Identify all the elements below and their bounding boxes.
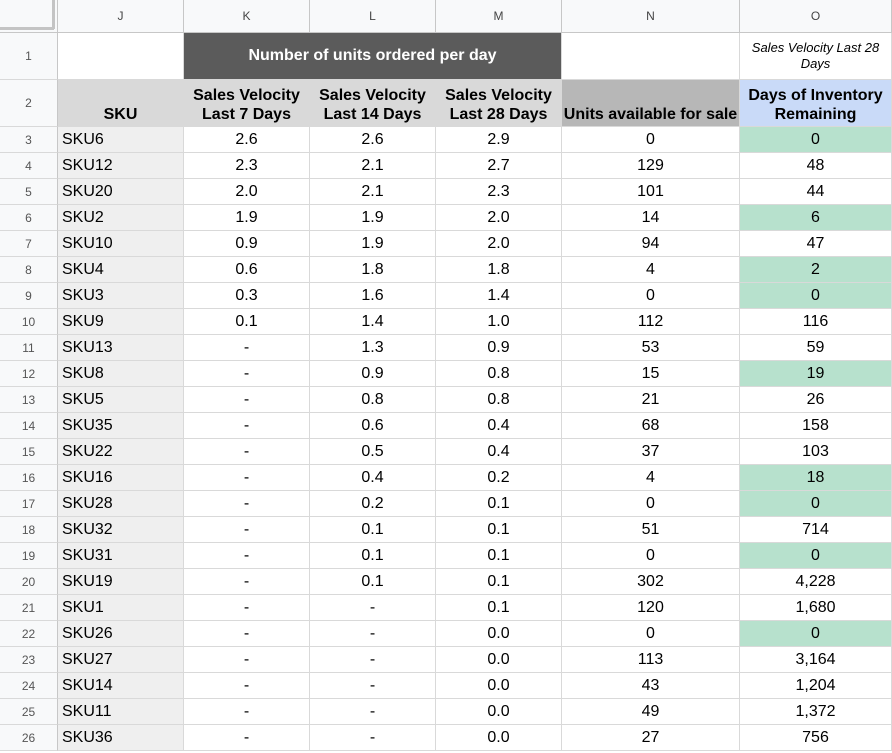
row-number[interactable]: 19 (0, 543, 58, 569)
days-inventory-cell[interactable]: 0 (740, 127, 892, 153)
units-available-cell[interactable]: 51 (562, 517, 740, 543)
sku-cell[interactable]: SKU3 (58, 283, 184, 309)
table-row (0, 725, 892, 751)
sku-cell[interactable]: SKU14 (58, 673, 184, 699)
velocity-7-cell[interactable]: - (184, 595, 310, 621)
velocity-7-cell[interactable]: - (184, 569, 310, 595)
sku-cell[interactable]: SKU6 (58, 127, 184, 153)
sku-cell[interactable]: SKU32 (58, 517, 184, 543)
velocity-7-cell[interactable]: - (184, 673, 310, 699)
table-row (0, 361, 892, 387)
velocity-14-cell[interactable]: 1.3 (310, 335, 436, 361)
days-inventory-cell[interactable]: 1,680 (740, 595, 892, 621)
velocity-7-cell[interactable]: - (184, 517, 310, 543)
select-all-corner[interactable] (0, 0, 58, 33)
days-inventory-cell[interactable]: 714 (740, 517, 892, 543)
velocity-14-cell[interactable]: 2.6 (310, 127, 436, 153)
velocity-14-cell[interactable]: 0.5 (310, 439, 436, 465)
sku-cell[interactable]: SKU19 (58, 569, 184, 595)
table-row (0, 595, 892, 621)
header-row-1 (0, 33, 892, 80)
velocity-14-header[interactable]: Sales Velocity Last 14 Days (310, 80, 436, 127)
days-inventory-cell[interactable]: 6 (740, 205, 892, 231)
velocity-14-cell[interactable]: 2.1 (310, 153, 436, 179)
units-available-cell[interactable]: 21 (562, 387, 740, 413)
days-inventory-cell[interactable]: 18 (740, 465, 892, 491)
sku-cell[interactable]: SKU22 (58, 439, 184, 465)
velocity-14-cell[interactable]: 0.8 (310, 387, 436, 413)
velocity-28-cell[interactable]: 0.4 (436, 413, 562, 439)
sku-cell[interactable]: SKU10 (58, 231, 184, 257)
row-number[interactable]: 3 (0, 127, 58, 153)
velocity-14-cell[interactable]: 0.1 (310, 543, 436, 569)
velocity-14-cell[interactable]: 1.6 (310, 283, 436, 309)
sku-cell[interactable]: SKU13 (58, 335, 184, 361)
units-available-cell[interactable]: 49 (562, 699, 740, 725)
row-number[interactable]: 6 (0, 205, 58, 231)
velocity-7-cell[interactable]: 1.9 (184, 205, 310, 231)
velocity-14-cell[interactable]: 0.1 (310, 517, 436, 543)
row-number[interactable]: 23 (0, 647, 58, 673)
velocity-7-cell[interactable]: - (184, 621, 310, 647)
velocity-14-cell[interactable]: - (310, 647, 436, 673)
table-row (0, 465, 892, 491)
days-inventory-cell[interactable]: 103 (740, 439, 892, 465)
velocity-7-cell[interactable]: - (184, 335, 310, 361)
column-header-o[interactable]: O (740, 0, 892, 33)
units-available-cell[interactable]: 53 (562, 335, 740, 361)
table-row (0, 569, 892, 595)
row-number[interactable]: 5 (0, 179, 58, 205)
table-row (0, 517, 892, 543)
sku-cell[interactable]: SKU8 (58, 361, 184, 387)
units-available-cell[interactable]: 120 (562, 595, 740, 621)
units-available-cell[interactable]: 129 (562, 153, 740, 179)
velocity-7-cell[interactable]: - (184, 361, 310, 387)
row-number[interactable]: 4 (0, 153, 58, 179)
units-available-cell[interactable]: 14 (562, 205, 740, 231)
velocity-14-cell[interactable]: 2.1 (310, 179, 436, 205)
units-available-cell[interactable]: 302 (562, 569, 740, 595)
days-inventory-cell[interactable]: 2 (740, 257, 892, 283)
header-row-2 (0, 80, 892, 127)
velocity-7-cell[interactable]: 0.6 (184, 257, 310, 283)
table-row (0, 127, 892, 153)
table-row (0, 335, 892, 361)
table-row (0, 439, 892, 465)
velocity-28-cell[interactable]: 1.4 (436, 283, 562, 309)
row-number[interactable]: 18 (0, 517, 58, 543)
velocity-28-cell[interactable]: 0.1 (436, 517, 562, 543)
row-number[interactable]: 26 (0, 725, 58, 751)
velocity-14-cell[interactable]: - (310, 699, 436, 725)
velocity-7-cell[interactable]: - (184, 387, 310, 413)
row-number[interactable]: 25 (0, 699, 58, 725)
units-available-cell[interactable]: 43 (562, 673, 740, 699)
row-number[interactable]: 10 (0, 309, 58, 335)
velocity-28-cell[interactable]: 2.9 (436, 127, 562, 153)
days-inventory-cell[interactable]: 0 (740, 491, 892, 517)
column-header-bar (0, 0, 892, 33)
velocity-28-cell[interactable]: 0.1 (436, 595, 562, 621)
velocity-14-cell[interactable]: 1.9 (310, 231, 436, 257)
sku-cell[interactable]: SKU11 (58, 699, 184, 725)
row-number[interactable]: 22 (0, 621, 58, 647)
velocity-7-cell[interactable]: - (184, 465, 310, 491)
sku-cell[interactable]: SKU31 (58, 543, 184, 569)
velocity-28-cell[interactable]: 0.0 (436, 699, 562, 725)
velocity-14-cell[interactable]: 1.4 (310, 309, 436, 335)
units-available-header[interactable]: Units available for sale (562, 80, 740, 127)
velocity-28-cell[interactable]: 2.7 (436, 153, 562, 179)
velocity-28-cell[interactable]: 0.1 (436, 491, 562, 517)
velocity-7-cell[interactable]: - (184, 725, 310, 751)
velocity-28-cell[interactable]: 0.2 (436, 465, 562, 491)
velocity-28-cell[interactable]: 1.0 (436, 309, 562, 335)
units-available-cell[interactable]: 0 (562, 543, 740, 569)
sku-cell[interactable]: SKU12 (58, 153, 184, 179)
row-number[interactable]: 12 (0, 361, 58, 387)
sku-cell[interactable]: SKU16 (58, 465, 184, 491)
velocity-7-cell[interactable]: 0.1 (184, 309, 310, 335)
days-inventory-cell[interactable]: 116 (740, 309, 892, 335)
units-available-cell[interactable]: 15 (562, 361, 740, 387)
velocity-7-cell[interactable]: - (184, 647, 310, 673)
units-ordered-group-header[interactable]: Number of units ordered per day (184, 33, 562, 80)
velocity-28-cell[interactable]: 0.0 (436, 725, 562, 751)
days-inventory-cell[interactable]: 19 (740, 361, 892, 387)
units-available-cell[interactable]: 4 (562, 465, 740, 491)
table-row (0, 205, 892, 231)
velocity-7-cell[interactable]: 0.3 (184, 283, 310, 309)
velocity-7-header[interactable]: Sales Velocity Last 7 Days (184, 80, 310, 127)
units-available-cell[interactable]: 37 (562, 439, 740, 465)
days-inventory-cell[interactable]: 0 (740, 283, 892, 309)
table-row (0, 491, 892, 517)
velocity-28-cell[interactable]: 2.3 (436, 179, 562, 205)
row-number[interactable]: 20 (0, 569, 58, 595)
table-row (0, 413, 892, 439)
units-available-cell[interactable]: 0 (562, 491, 740, 517)
velocity-28-cell[interactable]: 1.8 (436, 257, 562, 283)
cell-j1[interactable] (58, 33, 184, 80)
days-inventory-cell[interactable]: 0 (740, 621, 892, 647)
row-number[interactable]: 9 (0, 283, 58, 309)
velocity-7-cell[interactable]: 2.0 (184, 179, 310, 205)
velocity-14-cell[interactable]: - (310, 725, 436, 751)
sku-cell[interactable]: SKU27 (58, 647, 184, 673)
velocity-7-cell[interactable]: - (184, 439, 310, 465)
table-row (0, 387, 892, 413)
velocity-14-cell[interactable]: - (310, 595, 436, 621)
days-inventory-cell[interactable]: 4,228 (740, 569, 892, 595)
velocity-14-cell[interactable]: 1.8 (310, 257, 436, 283)
units-available-cell[interactable]: 0 (562, 127, 740, 153)
table-row (0, 647, 892, 673)
cell-n1[interactable] (562, 33, 740, 80)
sku-cell[interactable]: SKU4 (58, 257, 184, 283)
velocity-28-cell[interactable]: 0.0 (436, 673, 562, 699)
velocity-7-cell[interactable]: - (184, 413, 310, 439)
velocity-7-cell[interactable]: 0.9 (184, 231, 310, 257)
row-number[interactable]: 13 (0, 387, 58, 413)
row-number[interactable]: 7 (0, 231, 58, 257)
days-inventory-cell[interactable]: 3,164 (740, 647, 892, 673)
sku-cell[interactable]: SKU9 (58, 309, 184, 335)
velocity-28-cell[interactable]: 0.4 (436, 439, 562, 465)
table-row (0, 257, 892, 283)
velocity-28-cell[interactable]: 2.0 (436, 231, 562, 257)
row-number[interactable]: 15 (0, 439, 58, 465)
velocity-28-cell[interactable]: 0.8 (436, 361, 562, 387)
days-source-note[interactable]: Sales Velocity Last 28 Days (740, 33, 892, 80)
units-available-cell[interactable]: 101 (562, 179, 740, 205)
sku-cell[interactable]: SKU2 (58, 205, 184, 231)
row-number[interactable]: 21 (0, 595, 58, 621)
units-available-cell[interactable]: 68 (562, 413, 740, 439)
table-row (0, 153, 892, 179)
column-header-j[interactable]: J (58, 0, 184, 33)
row-number[interactable]: 8 (0, 257, 58, 283)
velocity-7-cell[interactable]: - (184, 543, 310, 569)
days-inventory-cell[interactable]: 1,372 (740, 699, 892, 725)
row-number[interactable]: 17 (0, 491, 58, 517)
sku-cell[interactable]: SKU26 (58, 621, 184, 647)
sku-cell[interactable]: SKU36 (58, 725, 184, 751)
velocity-28-cell[interactable]: 0.9 (436, 335, 562, 361)
table-row (0, 621, 892, 647)
velocity-14-cell[interactable]: 0.1 (310, 569, 436, 595)
velocity-7-cell[interactable]: - (184, 699, 310, 725)
units-available-cell[interactable]: 113 (562, 647, 740, 673)
units-available-cell[interactable]: 112 (562, 309, 740, 335)
units-available-cell[interactable]: 94 (562, 231, 740, 257)
days-inventory-cell[interactable]: 44 (740, 179, 892, 205)
velocity-14-cell[interactable]: 0.2 (310, 491, 436, 517)
velocity-28-cell[interactable]: 0.8 (436, 387, 562, 413)
velocity-7-cell[interactable]: - (184, 491, 310, 517)
velocity-28-cell[interactable]: 0.1 (436, 543, 562, 569)
row-number[interactable]: 24 (0, 673, 58, 699)
days-inventory-header[interactable]: Days of Inventory Remaining (740, 80, 892, 127)
velocity-14-cell[interactable]: 0.9 (310, 361, 436, 387)
table-row (0, 543, 892, 569)
column-header-n[interactable]: N (562, 0, 740, 33)
sku-cell[interactable]: SKU5 (58, 387, 184, 413)
row-number[interactable]: 11 (0, 335, 58, 361)
velocity-28-cell[interactable]: 0.0 (436, 621, 562, 647)
days-inventory-cell[interactable]: 0 (740, 543, 892, 569)
days-inventory-cell[interactable]: 59 (740, 335, 892, 361)
table-row (0, 231, 892, 257)
days-inventory-cell[interactable]: 158 (740, 413, 892, 439)
row-number[interactable]: 1 (0, 33, 58, 80)
units-available-cell[interactable]: 0 (562, 621, 740, 647)
days-inventory-cell[interactable]: 48 (740, 153, 892, 179)
sku-cell[interactable]: SKU1 (58, 595, 184, 621)
days-inventory-cell[interactable]: 1,204 (740, 673, 892, 699)
table-row (0, 673, 892, 699)
velocity-7-cell[interactable]: 2.6 (184, 127, 310, 153)
units-available-cell[interactable]: 4 (562, 257, 740, 283)
table-row (0, 283, 892, 309)
velocity-14-cell[interactable]: 0.4 (310, 465, 436, 491)
velocity-28-cell[interactable]: 2.0 (436, 205, 562, 231)
column-header-l[interactable]: L (310, 0, 436, 33)
sku-cell[interactable]: SKU28 (58, 491, 184, 517)
row-number[interactable]: 2 (0, 80, 58, 127)
column-header-k[interactable]: K (184, 0, 310, 33)
table-row (0, 699, 892, 725)
sku-cell[interactable]: SKU35 (58, 413, 184, 439)
days-inventory-cell[interactable]: 26 (740, 387, 892, 413)
sku-column-header[interactable]: SKU (58, 80, 184, 127)
sku-cell[interactable]: SKU20 (58, 179, 184, 205)
velocity-14-cell[interactable]: 1.9 (310, 205, 436, 231)
units-available-cell[interactable]: 0 (562, 283, 740, 309)
row-number[interactable]: 14 (0, 413, 58, 439)
column-header-m[interactable]: M (436, 0, 562, 33)
table-row (0, 309, 892, 335)
row-number[interactable]: 16 (0, 465, 58, 491)
table-row (0, 179, 892, 205)
velocity-28-header[interactable]: Sales Velocity Last 28 Days (436, 80, 562, 127)
units-available-cell[interactable]: 27 (562, 725, 740, 751)
velocity-28-cell[interactable]: 0.0 (436, 647, 562, 673)
velocity-7-cell[interactable]: 2.3 (184, 153, 310, 179)
days-inventory-cell[interactable]: 47 (740, 231, 892, 257)
velocity-14-cell[interactable]: - (310, 673, 436, 699)
velocity-14-cell[interactable]: 0.6 (310, 413, 436, 439)
days-inventory-cell[interactable]: 756 (740, 725, 892, 751)
velocity-28-cell[interactable]: 0.1 (436, 569, 562, 595)
velocity-14-cell[interactable]: - (310, 621, 436, 647)
